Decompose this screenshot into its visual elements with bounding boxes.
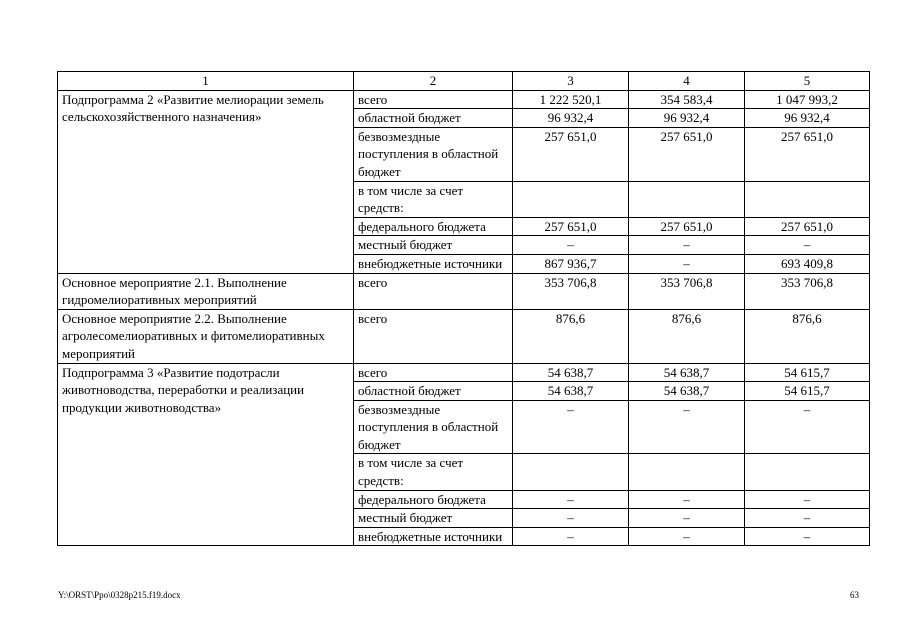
- value-cell: –: [745, 400, 870, 454]
- header-cell: 2: [354, 72, 513, 91]
- source-cell: всего: [354, 273, 513, 309]
- subprogram-2-title: Подпрограмма 2 «Развитие мелиорации земель сельскохозяйственного назначения»: [58, 90, 354, 273]
- value-cell: 867 936,7: [513, 254, 629, 273]
- value-cell: 54 638,7: [513, 363, 629, 382]
- value-cell: –: [513, 490, 629, 509]
- value-cell: [629, 454, 745, 490]
- value-cell: –: [513, 527, 629, 546]
- footer-file-path: Y:\ORST\Ppo\0328p215.f19.docx: [58, 590, 181, 600]
- value-cell: –: [629, 400, 745, 454]
- value-cell: [629, 181, 745, 217]
- value-cell: –: [513, 236, 629, 255]
- source-cell: местный бюджет: [354, 509, 513, 528]
- value-cell: –: [745, 236, 870, 255]
- value-cell: 96 932,4: [513, 109, 629, 128]
- value-cell: 96 932,4: [629, 109, 745, 128]
- value-cell: 257 651,0: [629, 217, 745, 236]
- value-cell: –: [629, 490, 745, 509]
- value-cell: 96 932,4: [745, 109, 870, 128]
- header-cell: 5: [745, 72, 870, 91]
- header-cell: 4: [629, 72, 745, 91]
- value-cell: 876,6: [745, 309, 870, 363]
- event-2-2-title: Основное мероприятие 2.2. Выполнение агролесомелиоративных и фитомелиоративных мероприятий: [58, 309, 354, 363]
- budget-table: [57, 71, 870, 546]
- source-cell: внебюджетные источники: [354, 527, 513, 546]
- value-cell: 876,6: [513, 309, 629, 363]
- value-cell: –: [745, 527, 870, 546]
- value-cell: 353 706,8: [745, 273, 870, 309]
- subprogram-3-title: Подпрограмма 3 «Развитие подотрасли животноводства, переработки и реализации продукции животноводства»: [58, 363, 354, 546]
- value-cell: –: [629, 509, 745, 528]
- table-row: [58, 90, 870, 109]
- source-cell: безвозмездные поступления в областной бюджет: [354, 400, 513, 454]
- source-cell: всего: [354, 363, 513, 382]
- source-cell: федерального бюджета: [354, 490, 513, 509]
- header-cell: 3: [513, 72, 629, 91]
- footer-page-number: 63: [850, 590, 859, 600]
- value-cell: 354 583,4: [629, 90, 745, 109]
- value-cell: 353 706,8: [513, 273, 629, 309]
- value-cell: –: [629, 236, 745, 255]
- value-cell: 1 047 993,2: [745, 90, 870, 109]
- value-cell: 54 638,7: [629, 382, 745, 401]
- source-cell: местный бюджет: [354, 236, 513, 255]
- value-cell: [513, 181, 629, 217]
- value-cell: 54 615,7: [745, 382, 870, 401]
- source-cell: всего: [354, 309, 513, 363]
- source-cell: всего: [354, 90, 513, 109]
- source-cell: безвозмездные поступления в областной бюджет: [354, 127, 513, 181]
- source-cell: внебюджетные источники: [354, 254, 513, 273]
- event-2-1-title: Основное мероприятие 2.1. Выполнение гидромелиоративных мероприятий: [58, 273, 354, 309]
- table-header-row: [58, 72, 870, 91]
- value-cell: [745, 181, 870, 217]
- source-cell: областной бюджет: [354, 382, 513, 401]
- value-cell: 54 638,7: [513, 382, 629, 401]
- value-cell: [745, 454, 870, 490]
- source-cell: в том числе за счет средств:: [354, 454, 513, 490]
- value-cell: 693 409,8: [745, 254, 870, 273]
- value-cell: –: [745, 490, 870, 509]
- source-cell: федерального бюджета: [354, 217, 513, 236]
- value-cell: [513, 454, 629, 490]
- value-cell: 257 651,0: [629, 127, 745, 181]
- header-cell: 1: [58, 72, 354, 91]
- value-cell: –: [629, 254, 745, 273]
- value-cell: –: [629, 527, 745, 546]
- value-cell: –: [513, 509, 629, 528]
- value-cell: –: [745, 509, 870, 528]
- source-cell: в том числе за счет средств:: [354, 181, 513, 217]
- value-cell: 54 638,7: [629, 363, 745, 382]
- value-cell: 257 651,0: [513, 217, 629, 236]
- value-cell: –: [513, 400, 629, 454]
- source-cell: областной бюджет: [354, 109, 513, 128]
- table-row: [58, 363, 870, 382]
- table-row: [58, 309, 870, 363]
- value-cell: 54 615,7: [745, 363, 870, 382]
- table-row: [58, 273, 870, 309]
- value-cell: 876,6: [629, 309, 745, 363]
- value-cell: 257 651,0: [513, 127, 629, 181]
- value-cell: 257 651,0: [745, 217, 870, 236]
- value-cell: 257 651,0: [745, 127, 870, 181]
- value-cell: 1 222 520,1: [513, 90, 629, 109]
- value-cell: 353 706,8: [629, 273, 745, 309]
